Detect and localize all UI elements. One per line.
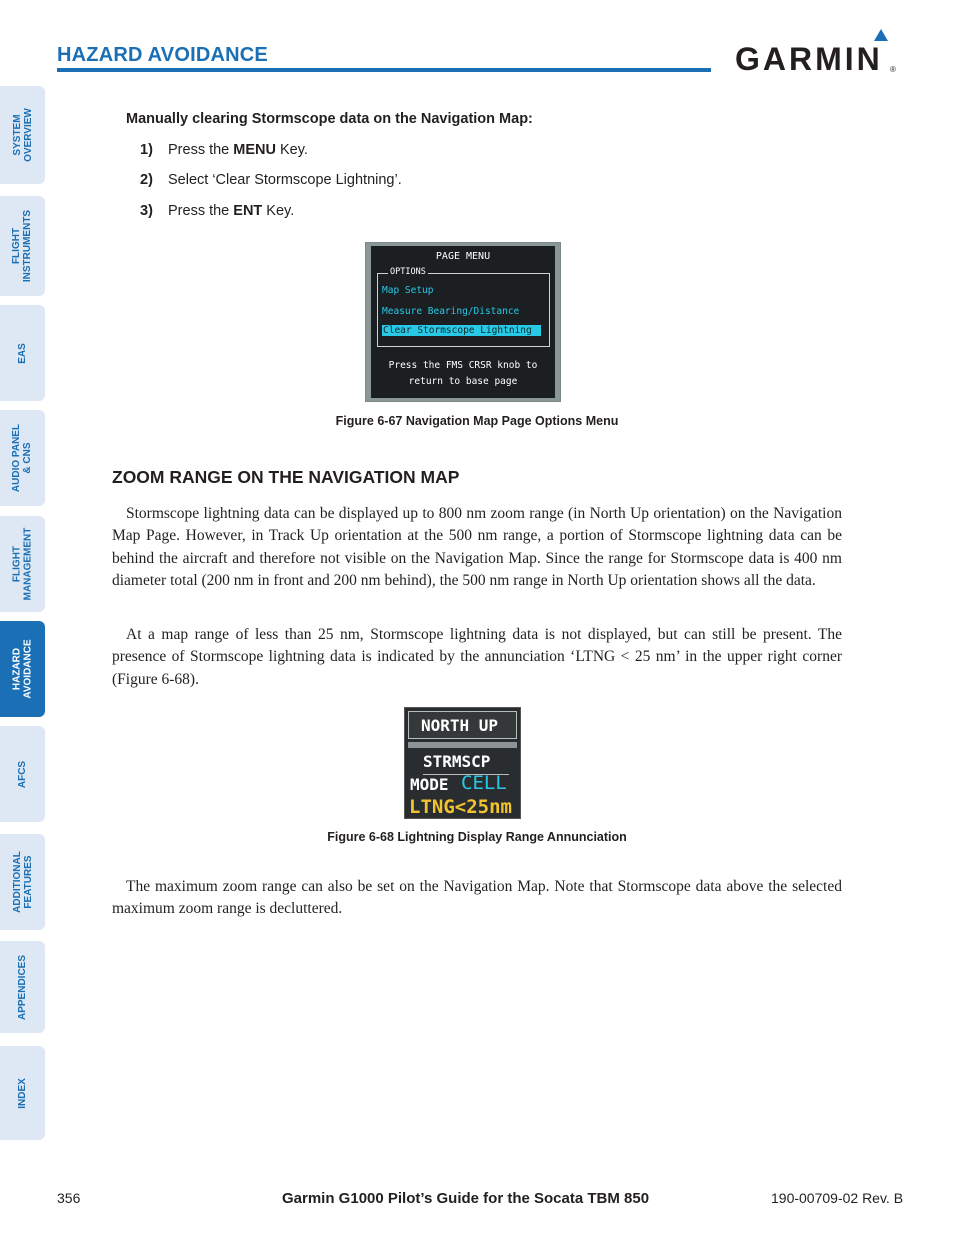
figure-caption: Figure 6-67 Navigation Map Page Options Menu [335, 414, 619, 428]
procedure-step [140, 172, 402, 188]
chapter-tab[interactable] [0, 305, 45, 401]
menu-item-measure-bearing: Measure Bearing/Distance [382, 306, 520, 317]
paragraph: Stormscope lightning data can be displayed up to 800 nm zoom range (in North Up orientation) on the Navigation Map Page. However, in Track Up orientation at the 500 nm range, a portion of Stormscope lightning data can be behind the aircraft and therefore not visible on the Navigation Map. Since the range for Stormscope data is 400 nm diameter total (200 nm in front and 200 nm behind), the 500 nm range in North Up orientation shows all the data. [112, 505, 842, 590]
procedure-step [140, 203, 294, 219]
mode-label: MODE [410, 775, 449, 794]
step-number: 1) [140, 142, 153, 158]
step-key: MENU [233, 142, 276, 158]
step-key: ENT [233, 203, 263, 219]
chapter-tab-label: APPENDICES [17, 954, 29, 1020]
garmin-logo [733, 26, 901, 78]
paragraph: The maximum zoom range can also be set on the Navigation Map. Note that Stormscope data above the selected maximum zoom range is decluttered. [112, 878, 842, 918]
chapter-tab[interactable] [0, 196, 45, 296]
orientation-label: NORTH UP [408, 711, 517, 739]
page-number: 356 [57, 1190, 81, 1206]
chapter-tab[interactable] [0, 621, 45, 717]
page-menu-help [366, 358, 560, 390]
step-text-end: Key. [275, 142, 308, 158]
chapter-tab-label: FLIGHT INSTRUMENTS [11, 209, 34, 283]
cell-label: CELL [461, 772, 507, 794]
section-title: HAZARD AVOIDANCE [57, 44, 268, 66]
page-menu-title: PAGE MENU [435, 251, 491, 262]
chapter-tab-label: SYSTEM OVERVIEW [11, 108, 34, 162]
logo-text: GARMIN [735, 41, 883, 77]
chapter-tab-label: AFCS [16, 760, 28, 788]
step-number: 2) [140, 172, 153, 188]
doc-number: 190-00709-02 Rev. B [771, 1190, 904, 1206]
step-number: 3) [140, 203, 153, 219]
ltng-annunciation: LTNG<25nm [409, 796, 512, 818]
step-text: Select ‘Clear Stormscope Lightning’. [168, 172, 402, 188]
registered-mark: ® [890, 65, 896, 74]
menu-item-map-setup: Map Setup [382, 285, 434, 296]
chapter-tab[interactable] [0, 941, 45, 1033]
help-line-2: return to base page [408, 376, 518, 387]
garmin-logo-mark [733, 26, 901, 78]
section-subheading: ZOOM RANGE ON THE NAVIGATION MAP [112, 467, 460, 487]
chapter-tab-label: AUDIO PANEL & CNS [11, 423, 34, 493]
chapter-tab[interactable] [0, 726, 45, 822]
lightning-annunciation-screenshot [404, 707, 521, 819]
chapter-tab[interactable] [0, 834, 45, 930]
chapter-tab[interactable] [0, 86, 45, 184]
footer-title: Garmin G1000 Pilot’s Guide for the Socata TBM 850 [282, 1190, 650, 1207]
chapter-tab[interactable] [0, 1046, 45, 1140]
step-text: Press the [168, 142, 234, 158]
figure-caption: Figure 6-68 Lightning Display Range Annunciation [327, 830, 627, 844]
header-rule [57, 68, 711, 72]
chapter-tab-label: ADDITIONAL FEATURES [11, 851, 34, 913]
strmscp-label: STRMSCP [423, 752, 491, 771]
page-menu-screenshot [365, 242, 561, 402]
chapter-tab-label: INDEX [17, 1077, 28, 1109]
chapter-tab-label: FLIGHT MANAGEMENT [11, 527, 34, 601]
menu-item-clear-stormscope: Clear Stormscope Lightning [382, 325, 541, 336]
paragraph: At a map range of less than 25 nm, Stormscope lightning data is not displayed, but can still be present. The presence of Stormscope lightning data is indicated by the annunciation ‘LTNG < 25 nm’ in the upper right corner (Figure 6-68). [112, 626, 842, 688]
chapter-tab-label: EAS [17, 342, 28, 364]
help-line-1: Press the FMS CRSR knob to [388, 360, 538, 371]
options-label: OPTIONS [390, 267, 426, 277]
chapter-tab[interactable] [0, 516, 45, 612]
procedure-step [140, 142, 308, 158]
procedure-heading: Manually clearing Stormscope data on the Navigation Map: [126, 111, 533, 127]
step-text-end: Key. [262, 203, 295, 219]
chapter-tab-label: HAZARD AVOIDANCE [11, 639, 34, 699]
separator [408, 742, 517, 748]
step-text: Press the [168, 203, 234, 219]
